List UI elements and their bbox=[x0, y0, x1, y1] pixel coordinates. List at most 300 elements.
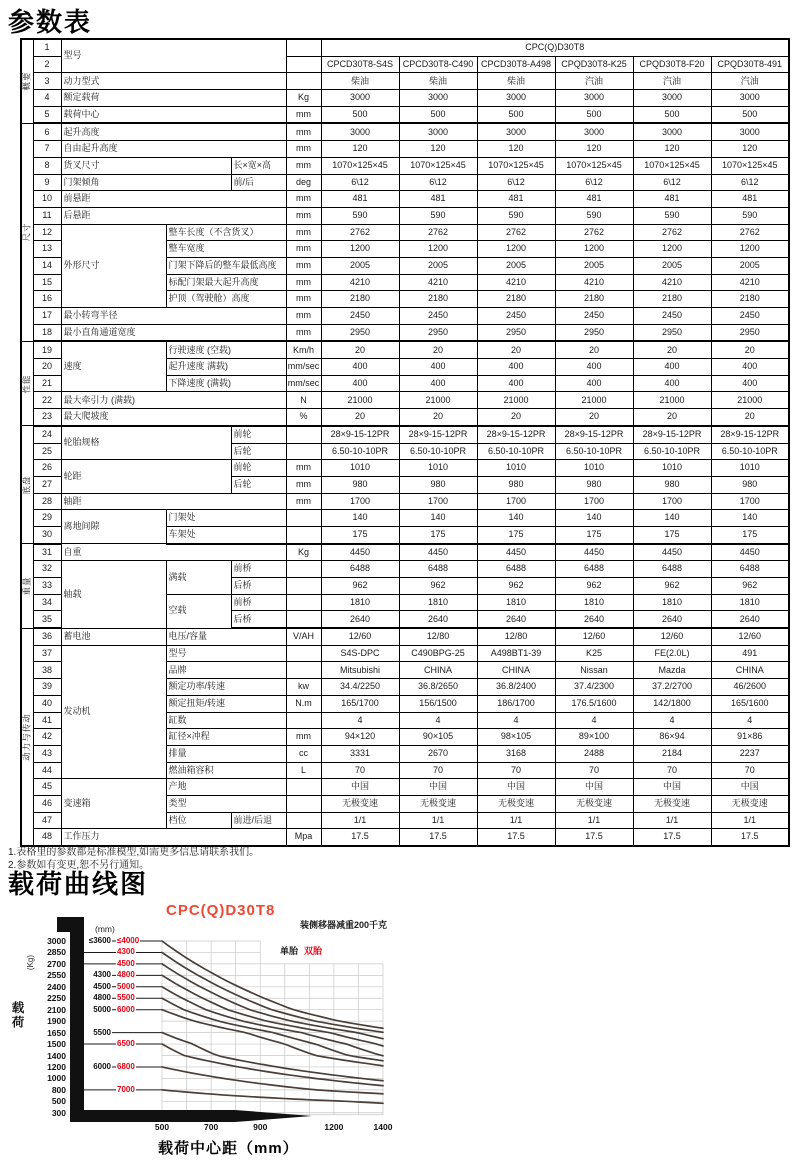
spec-label: 起升高度 bbox=[61, 123, 286, 140]
data-cell: 6488 bbox=[711, 561, 789, 578]
unit-cell bbox=[286, 812, 321, 829]
data-cell: Nissan bbox=[555, 662, 633, 679]
data-cell: 1/1 bbox=[633, 812, 711, 829]
data-cell: 4450 bbox=[477, 544, 555, 561]
data-cell: 3000 bbox=[477, 123, 555, 140]
spec-label: 型号 bbox=[166, 645, 286, 662]
unit-cell: mm bbox=[286, 241, 321, 258]
spec-label: 前/后 bbox=[231, 174, 286, 191]
footnote-2: 2.参数如有变更,恕不另行通知。 bbox=[8, 860, 150, 871]
load-curve bbox=[162, 953, 383, 1033]
row-number: 29 bbox=[33, 510, 61, 527]
data-cell: CPC(Q)D30T8 bbox=[321, 39, 789, 56]
data-cell: 980 bbox=[711, 476, 789, 493]
data-cell: CPCD30T8-S4S bbox=[321, 56, 399, 73]
unit-cell bbox=[286, 526, 321, 543]
spec-label: 行驶速度 (空载) bbox=[166, 341, 286, 358]
group-label: 重量 bbox=[21, 544, 33, 628]
x-tick-label: 1400 bbox=[373, 1122, 393, 1132]
data-cell: 89×100 bbox=[555, 729, 633, 746]
data-cell: 1700 bbox=[633, 493, 711, 510]
data-cell: 17.5 bbox=[477, 829, 555, 846]
data-cell: 4450 bbox=[711, 544, 789, 561]
data-cell: 1070×125×45 bbox=[555, 157, 633, 174]
data-cell: 6.50-10-10PR bbox=[321, 443, 399, 460]
data-cell: 2950 bbox=[633, 324, 711, 341]
data-cell: 1810 bbox=[711, 594, 789, 611]
data-cell: 12/80 bbox=[477, 628, 555, 645]
data-cell: 70 bbox=[633, 762, 711, 779]
data-cell: 2005 bbox=[399, 257, 477, 274]
unit-cell bbox=[286, 662, 321, 679]
data-cell: 481 bbox=[399, 191, 477, 208]
data-cell: CHINA bbox=[711, 662, 789, 679]
data-cell: 无极变速 bbox=[711, 795, 789, 812]
unit-cell bbox=[286, 779, 321, 796]
data-cell: CPQD30T8-F20 bbox=[633, 56, 711, 73]
data-cell: 17.5 bbox=[711, 829, 789, 846]
y-tick-label: 500 bbox=[51, 1096, 66, 1107]
data-cell: 1010 bbox=[477, 460, 555, 477]
data-cell: CHINA bbox=[399, 662, 477, 679]
table-row bbox=[21, 392, 789, 409]
data-cell: 500 bbox=[477, 106, 555, 123]
data-cell: 20 bbox=[477, 341, 555, 358]
row-number: 16 bbox=[33, 291, 61, 308]
data-cell: 500 bbox=[633, 106, 711, 123]
spec-label: 速度 bbox=[61, 341, 166, 392]
row-number: 1 bbox=[33, 39, 61, 56]
row-number: 17 bbox=[33, 308, 61, 325]
data-cell: 962 bbox=[399, 578, 477, 595]
spec-label: 满载 bbox=[166, 561, 231, 594]
data-cell: 20 bbox=[555, 341, 633, 358]
data-cell: 20 bbox=[633, 409, 711, 426]
data-cell: 1010 bbox=[633, 460, 711, 477]
data-cell: 3331 bbox=[321, 745, 399, 762]
data-cell: 400 bbox=[555, 375, 633, 392]
unit-cell bbox=[286, 426, 321, 443]
table-row bbox=[21, 628, 789, 645]
data-cell: 6488 bbox=[555, 561, 633, 578]
data-cell: 柴油 bbox=[477, 73, 555, 90]
data-cell: 1010 bbox=[711, 460, 789, 477]
row-number: 14 bbox=[33, 257, 61, 274]
y-axis-label: 载荷 bbox=[10, 1001, 24, 1030]
y-tick-label: 2400 bbox=[47, 981, 66, 992]
row-number: 13 bbox=[33, 241, 61, 258]
data-cell: 6.50-10-10PR bbox=[477, 443, 555, 460]
data-cell: 20 bbox=[711, 409, 789, 426]
spec-label: 长×宽×高 bbox=[231, 157, 286, 174]
mast-label-dual-tire: 6800 bbox=[117, 1061, 135, 1071]
spec-label: 前桥 bbox=[231, 561, 286, 578]
row-number: 39 bbox=[33, 679, 61, 696]
data-cell: 21000 bbox=[321, 392, 399, 409]
table-row bbox=[21, 779, 789, 796]
spec-label: 自重 bbox=[61, 544, 286, 561]
y-tick-label: 2550 bbox=[47, 970, 66, 981]
unit-cell bbox=[286, 443, 321, 460]
group-label: 底盘 bbox=[21, 426, 33, 544]
group-label: 动力与传动 bbox=[21, 628, 33, 846]
data-cell: 20 bbox=[321, 409, 399, 426]
table-row bbox=[21, 561, 789, 578]
spec-label: 起升速度 满载) bbox=[166, 359, 286, 376]
data-cell: 2005 bbox=[555, 257, 633, 274]
data-cell: 6488 bbox=[321, 561, 399, 578]
row-number: 5 bbox=[33, 106, 61, 123]
table-row bbox=[21, 90, 789, 107]
data-cell: 3000 bbox=[321, 123, 399, 140]
unit-cell: mm bbox=[286, 476, 321, 493]
data-cell: 20 bbox=[399, 409, 477, 426]
data-cell: 500 bbox=[555, 106, 633, 123]
data-cell: 140 bbox=[321, 510, 399, 527]
data-cell: 20 bbox=[555, 409, 633, 426]
data-cell: 37.2/2700 bbox=[633, 679, 711, 696]
chart-model-title: CPC(Q)D30T8 bbox=[166, 902, 276, 919]
data-cell: 176.5/1600 bbox=[555, 695, 633, 712]
y-tick-label: 300 bbox=[51, 1107, 66, 1118]
row-number: 26 bbox=[33, 460, 61, 477]
data-cell: 1010 bbox=[321, 460, 399, 477]
unit-cell bbox=[286, 594, 321, 611]
x-tick-label: 500 bbox=[154, 1122, 170, 1132]
unit-cell: mm bbox=[286, 274, 321, 291]
row-number: 31 bbox=[33, 544, 61, 561]
data-cell: 175 bbox=[477, 526, 555, 543]
spec-label: 后轮 bbox=[231, 476, 286, 493]
data-cell: 4210 bbox=[321, 274, 399, 291]
data-cell: 1700 bbox=[711, 493, 789, 510]
spec-label: 缸数 bbox=[166, 712, 286, 729]
data-cell: 4450 bbox=[633, 544, 711, 561]
table-row bbox=[21, 426, 789, 443]
row-number: 44 bbox=[33, 762, 61, 779]
row-number: 8 bbox=[33, 157, 61, 174]
x-tick-label: 1200 bbox=[324, 1122, 344, 1132]
table-row bbox=[21, 106, 789, 123]
spec-label: 护顶（驾驶舱）高度 bbox=[166, 291, 286, 308]
data-cell: 1/1 bbox=[399, 812, 477, 829]
data-cell: 21000 bbox=[633, 392, 711, 409]
spec-label: 最大爬坡度 bbox=[61, 409, 286, 426]
row-number: 2 bbox=[33, 56, 61, 73]
data-cell: 400 bbox=[711, 359, 789, 376]
data-cell: 500 bbox=[711, 106, 789, 123]
data-cell: 汽油 bbox=[633, 73, 711, 90]
spec-label: 整车长度（不含货叉） bbox=[166, 224, 286, 241]
data-cell: 140 bbox=[633, 510, 711, 527]
table-row bbox=[21, 308, 789, 325]
data-cell: 4 bbox=[321, 712, 399, 729]
data-cell: 2184 bbox=[633, 745, 711, 762]
row-number: 28 bbox=[33, 493, 61, 510]
data-cell: 400 bbox=[321, 375, 399, 392]
data-cell: 140 bbox=[711, 510, 789, 527]
table-row bbox=[21, 191, 789, 208]
data-cell: 400 bbox=[399, 359, 477, 376]
data-cell: 28×9-15-12PR bbox=[633, 426, 711, 443]
y-tick-label: 1900 bbox=[47, 1016, 66, 1027]
data-cell: 28×9-15-12PR bbox=[555, 426, 633, 443]
unit-cell: N.m bbox=[286, 695, 321, 712]
spec-label: 品牌 bbox=[166, 662, 286, 679]
spec-label: 门架下降后的整车最低高度 bbox=[166, 257, 286, 274]
spec-label: 最小直角通道宽度 bbox=[61, 324, 286, 341]
data-cell: 2005 bbox=[633, 257, 711, 274]
mast-label-single-tire: ≤3600 bbox=[84, 936, 112, 945]
row-number: 25 bbox=[33, 443, 61, 460]
data-cell: 962 bbox=[711, 578, 789, 595]
data-cell: 3000 bbox=[555, 123, 633, 140]
data-cell: 3000 bbox=[711, 90, 789, 107]
data-cell: 4450 bbox=[399, 544, 477, 561]
y-tick-label: 2850 bbox=[47, 947, 66, 958]
data-cell: 2180 bbox=[711, 291, 789, 308]
spec-label: 后桥 bbox=[231, 578, 286, 595]
spec-label: 缸径×冲程 bbox=[166, 729, 286, 746]
row-number: 42 bbox=[33, 729, 61, 746]
fork-shape bbox=[70, 1110, 312, 1122]
table-row bbox=[21, 39, 789, 56]
data-cell: 86×94 bbox=[633, 729, 711, 746]
data-cell: 400 bbox=[477, 375, 555, 392]
data-cell: 2180 bbox=[555, 291, 633, 308]
data-cell: 12/60 bbox=[633, 628, 711, 645]
data-cell: 4450 bbox=[555, 544, 633, 561]
load-curve bbox=[162, 1044, 383, 1086]
data-cell: 70 bbox=[711, 762, 789, 779]
data-cell: 500 bbox=[321, 106, 399, 123]
row-number: 10 bbox=[33, 191, 61, 208]
mast-label-dual-tire: 7000 bbox=[117, 1084, 135, 1094]
data-cell: 590 bbox=[477, 207, 555, 224]
data-cell: 70 bbox=[321, 762, 399, 779]
data-cell: 142/1800 bbox=[633, 695, 711, 712]
spec-label: 货叉尺寸 bbox=[61, 157, 231, 174]
data-cell: 17.5 bbox=[555, 829, 633, 846]
table-row bbox=[21, 510, 789, 527]
data-cell: 1/1 bbox=[711, 812, 789, 829]
unit-cell bbox=[286, 578, 321, 595]
spec-label: 标配门架最大起升高度 bbox=[166, 274, 286, 291]
data-cell: 2450 bbox=[555, 308, 633, 325]
spec-label: 蓄电池 bbox=[61, 628, 166, 645]
data-cell: 21000 bbox=[477, 392, 555, 409]
mast-height-unit-header: (mm) bbox=[95, 924, 115, 934]
data-cell: 中国 bbox=[321, 779, 399, 796]
data-cell: 2005 bbox=[321, 257, 399, 274]
data-cell: 12/80 bbox=[399, 628, 477, 645]
table-row bbox=[21, 341, 789, 358]
row-number: 46 bbox=[33, 795, 61, 812]
data-cell: 3000 bbox=[633, 90, 711, 107]
data-cell: 140 bbox=[399, 510, 477, 527]
row-number: 4 bbox=[33, 90, 61, 107]
row-number: 15 bbox=[33, 274, 61, 291]
unit-cell: mm bbox=[286, 224, 321, 241]
data-cell: 2450 bbox=[633, 308, 711, 325]
data-cell: 3000 bbox=[477, 90, 555, 107]
spec-label: 排量 bbox=[166, 745, 286, 762]
chart-section-title: 载荷曲线图 bbox=[8, 869, 149, 899]
data-cell: 2950 bbox=[321, 324, 399, 341]
spec-label: 整车宽度 bbox=[166, 241, 286, 258]
row-number: 32 bbox=[33, 561, 61, 578]
data-cell: 400 bbox=[633, 359, 711, 376]
data-cell: 500 bbox=[399, 106, 477, 123]
spec-label: 后桥 bbox=[231, 611, 286, 628]
row-number: 33 bbox=[33, 578, 61, 595]
spec-label: 额定功率/转速 bbox=[166, 679, 286, 696]
unit-cell bbox=[286, 73, 321, 90]
data-cell: 1200 bbox=[633, 241, 711, 258]
table-row bbox=[21, 645, 789, 662]
mast-label-single-tire: 5000 bbox=[84, 1005, 112, 1014]
data-cell: 590 bbox=[321, 207, 399, 224]
spec-label: 燃油箱容积 bbox=[166, 762, 286, 779]
data-cell: 1200 bbox=[477, 241, 555, 258]
data-cell: 91×86 bbox=[711, 729, 789, 746]
data-cell: 2762 bbox=[633, 224, 711, 241]
data-cell: 1200 bbox=[711, 241, 789, 258]
spec-label: 额定扭矩/转速 bbox=[166, 695, 286, 712]
data-cell: CPCD30T8-C490 bbox=[399, 56, 477, 73]
y-tick-label: 2700 bbox=[47, 958, 66, 969]
unit-cell: mm bbox=[286, 324, 321, 341]
data-cell: 1/1 bbox=[555, 812, 633, 829]
unit-cell: deg bbox=[286, 174, 321, 191]
mast-label-dual-tire: 6500 bbox=[117, 1039, 135, 1049]
spec-label: 档位 bbox=[166, 812, 231, 829]
data-cell: 1010 bbox=[399, 460, 477, 477]
data-cell: 2762 bbox=[711, 224, 789, 241]
data-cell: 980 bbox=[633, 476, 711, 493]
data-cell: 1070×125×45 bbox=[321, 157, 399, 174]
data-cell: 4210 bbox=[399, 274, 477, 291]
data-cell: 4 bbox=[633, 712, 711, 729]
load-curve-chart bbox=[0, 900, 800, 1168]
row-number: 7 bbox=[33, 141, 61, 158]
data-cell: CPQD30T8-K25 bbox=[555, 56, 633, 73]
data-cell: 6\12 bbox=[321, 174, 399, 191]
table-row bbox=[21, 207, 789, 224]
row-number: 19 bbox=[33, 341, 61, 358]
data-cell: 491 bbox=[711, 645, 789, 662]
data-cell: 94×120 bbox=[321, 729, 399, 746]
unit-cell: mm bbox=[286, 141, 321, 158]
data-cell: 70 bbox=[477, 762, 555, 779]
data-cell: 120 bbox=[711, 141, 789, 158]
spec-label: 额定载荷 bbox=[61, 90, 286, 107]
unit-cell bbox=[286, 645, 321, 662]
data-cell: 140 bbox=[477, 510, 555, 527]
row-number: 30 bbox=[33, 526, 61, 543]
data-cell: 汽油 bbox=[711, 73, 789, 90]
unit-cell: mm bbox=[286, 460, 321, 477]
data-cell: 4210 bbox=[711, 274, 789, 291]
unit-cell bbox=[286, 712, 321, 729]
mast-label-dual-tire: 4500 bbox=[117, 958, 135, 968]
y-axis-unit: (Kg) bbox=[26, 954, 36, 971]
data-cell: 12/60 bbox=[711, 628, 789, 645]
unit-cell: mm bbox=[286, 123, 321, 140]
data-cell: 175 bbox=[321, 526, 399, 543]
data-cell: 175 bbox=[633, 526, 711, 543]
spec-label: 空载 bbox=[166, 594, 231, 628]
data-cell: 400 bbox=[321, 359, 399, 376]
data-cell: 980 bbox=[477, 476, 555, 493]
data-cell: 2640 bbox=[321, 611, 399, 628]
data-cell: 481 bbox=[321, 191, 399, 208]
data-cell: 70 bbox=[399, 762, 477, 779]
mast-label-dual-tire: 6000 bbox=[117, 1004, 135, 1014]
data-cell: 481 bbox=[555, 191, 633, 208]
mast-label-single-tire: 4300 bbox=[84, 970, 112, 979]
y-tick-label: 1400 bbox=[47, 1050, 66, 1061]
spec-label: 发动机 bbox=[61, 645, 166, 779]
data-cell: 590 bbox=[555, 207, 633, 224]
unit-cell: mm bbox=[286, 291, 321, 308]
data-cell: 28×9-15-12PR bbox=[321, 426, 399, 443]
data-cell: 20 bbox=[399, 341, 477, 358]
row-number: 34 bbox=[33, 594, 61, 611]
unit-cell: N bbox=[286, 392, 321, 409]
data-cell: 175 bbox=[711, 526, 789, 543]
data-cell: 2640 bbox=[555, 611, 633, 628]
unit-cell: mm bbox=[286, 157, 321, 174]
data-cell: 中国 bbox=[399, 779, 477, 796]
data-cell: 2762 bbox=[321, 224, 399, 241]
unit-cell: mm bbox=[286, 191, 321, 208]
data-cell: 3000 bbox=[399, 90, 477, 107]
data-cell: 20 bbox=[711, 341, 789, 358]
data-cell: 无极变速 bbox=[321, 795, 399, 812]
data-cell: 汽油 bbox=[555, 73, 633, 90]
unit-cell: mm bbox=[286, 257, 321, 274]
data-cell: 1200 bbox=[321, 241, 399, 258]
data-cell: 3168 bbox=[477, 745, 555, 762]
data-cell: 1810 bbox=[633, 594, 711, 611]
unit-cell: mm/sec bbox=[286, 375, 321, 392]
unit-cell: Kg bbox=[286, 544, 321, 561]
data-cell: 3000 bbox=[711, 123, 789, 140]
data-cell: 无极变速 bbox=[399, 795, 477, 812]
mast-label-dual-tire: 5000 bbox=[117, 981, 135, 991]
unit-cell bbox=[286, 561, 321, 578]
mast-label-single-tire: 5500 bbox=[84, 1028, 112, 1037]
spec-label: 型号 bbox=[61, 39, 286, 73]
data-cell: 120 bbox=[633, 141, 711, 158]
data-cell: 1810 bbox=[399, 594, 477, 611]
data-cell: 3000 bbox=[399, 123, 477, 140]
data-cell: 962 bbox=[477, 578, 555, 595]
row-number: 43 bbox=[33, 745, 61, 762]
unit-cell: mm bbox=[286, 308, 321, 325]
data-cell: 175 bbox=[399, 526, 477, 543]
unit-cell: cc bbox=[286, 745, 321, 762]
y-tick-label: 1500 bbox=[47, 1039, 66, 1050]
data-cell: 无极变速 bbox=[477, 795, 555, 812]
data-cell: 2005 bbox=[711, 257, 789, 274]
unit-cell: V/AH bbox=[286, 628, 321, 645]
footnote-1: 1.表格里的参数都是标准模型,如需更多信息请联系我们。 bbox=[8, 847, 260, 858]
unit-cell: Mpa bbox=[286, 829, 321, 846]
row-number: 27 bbox=[33, 476, 61, 493]
spec-label: 前轮 bbox=[231, 426, 286, 443]
